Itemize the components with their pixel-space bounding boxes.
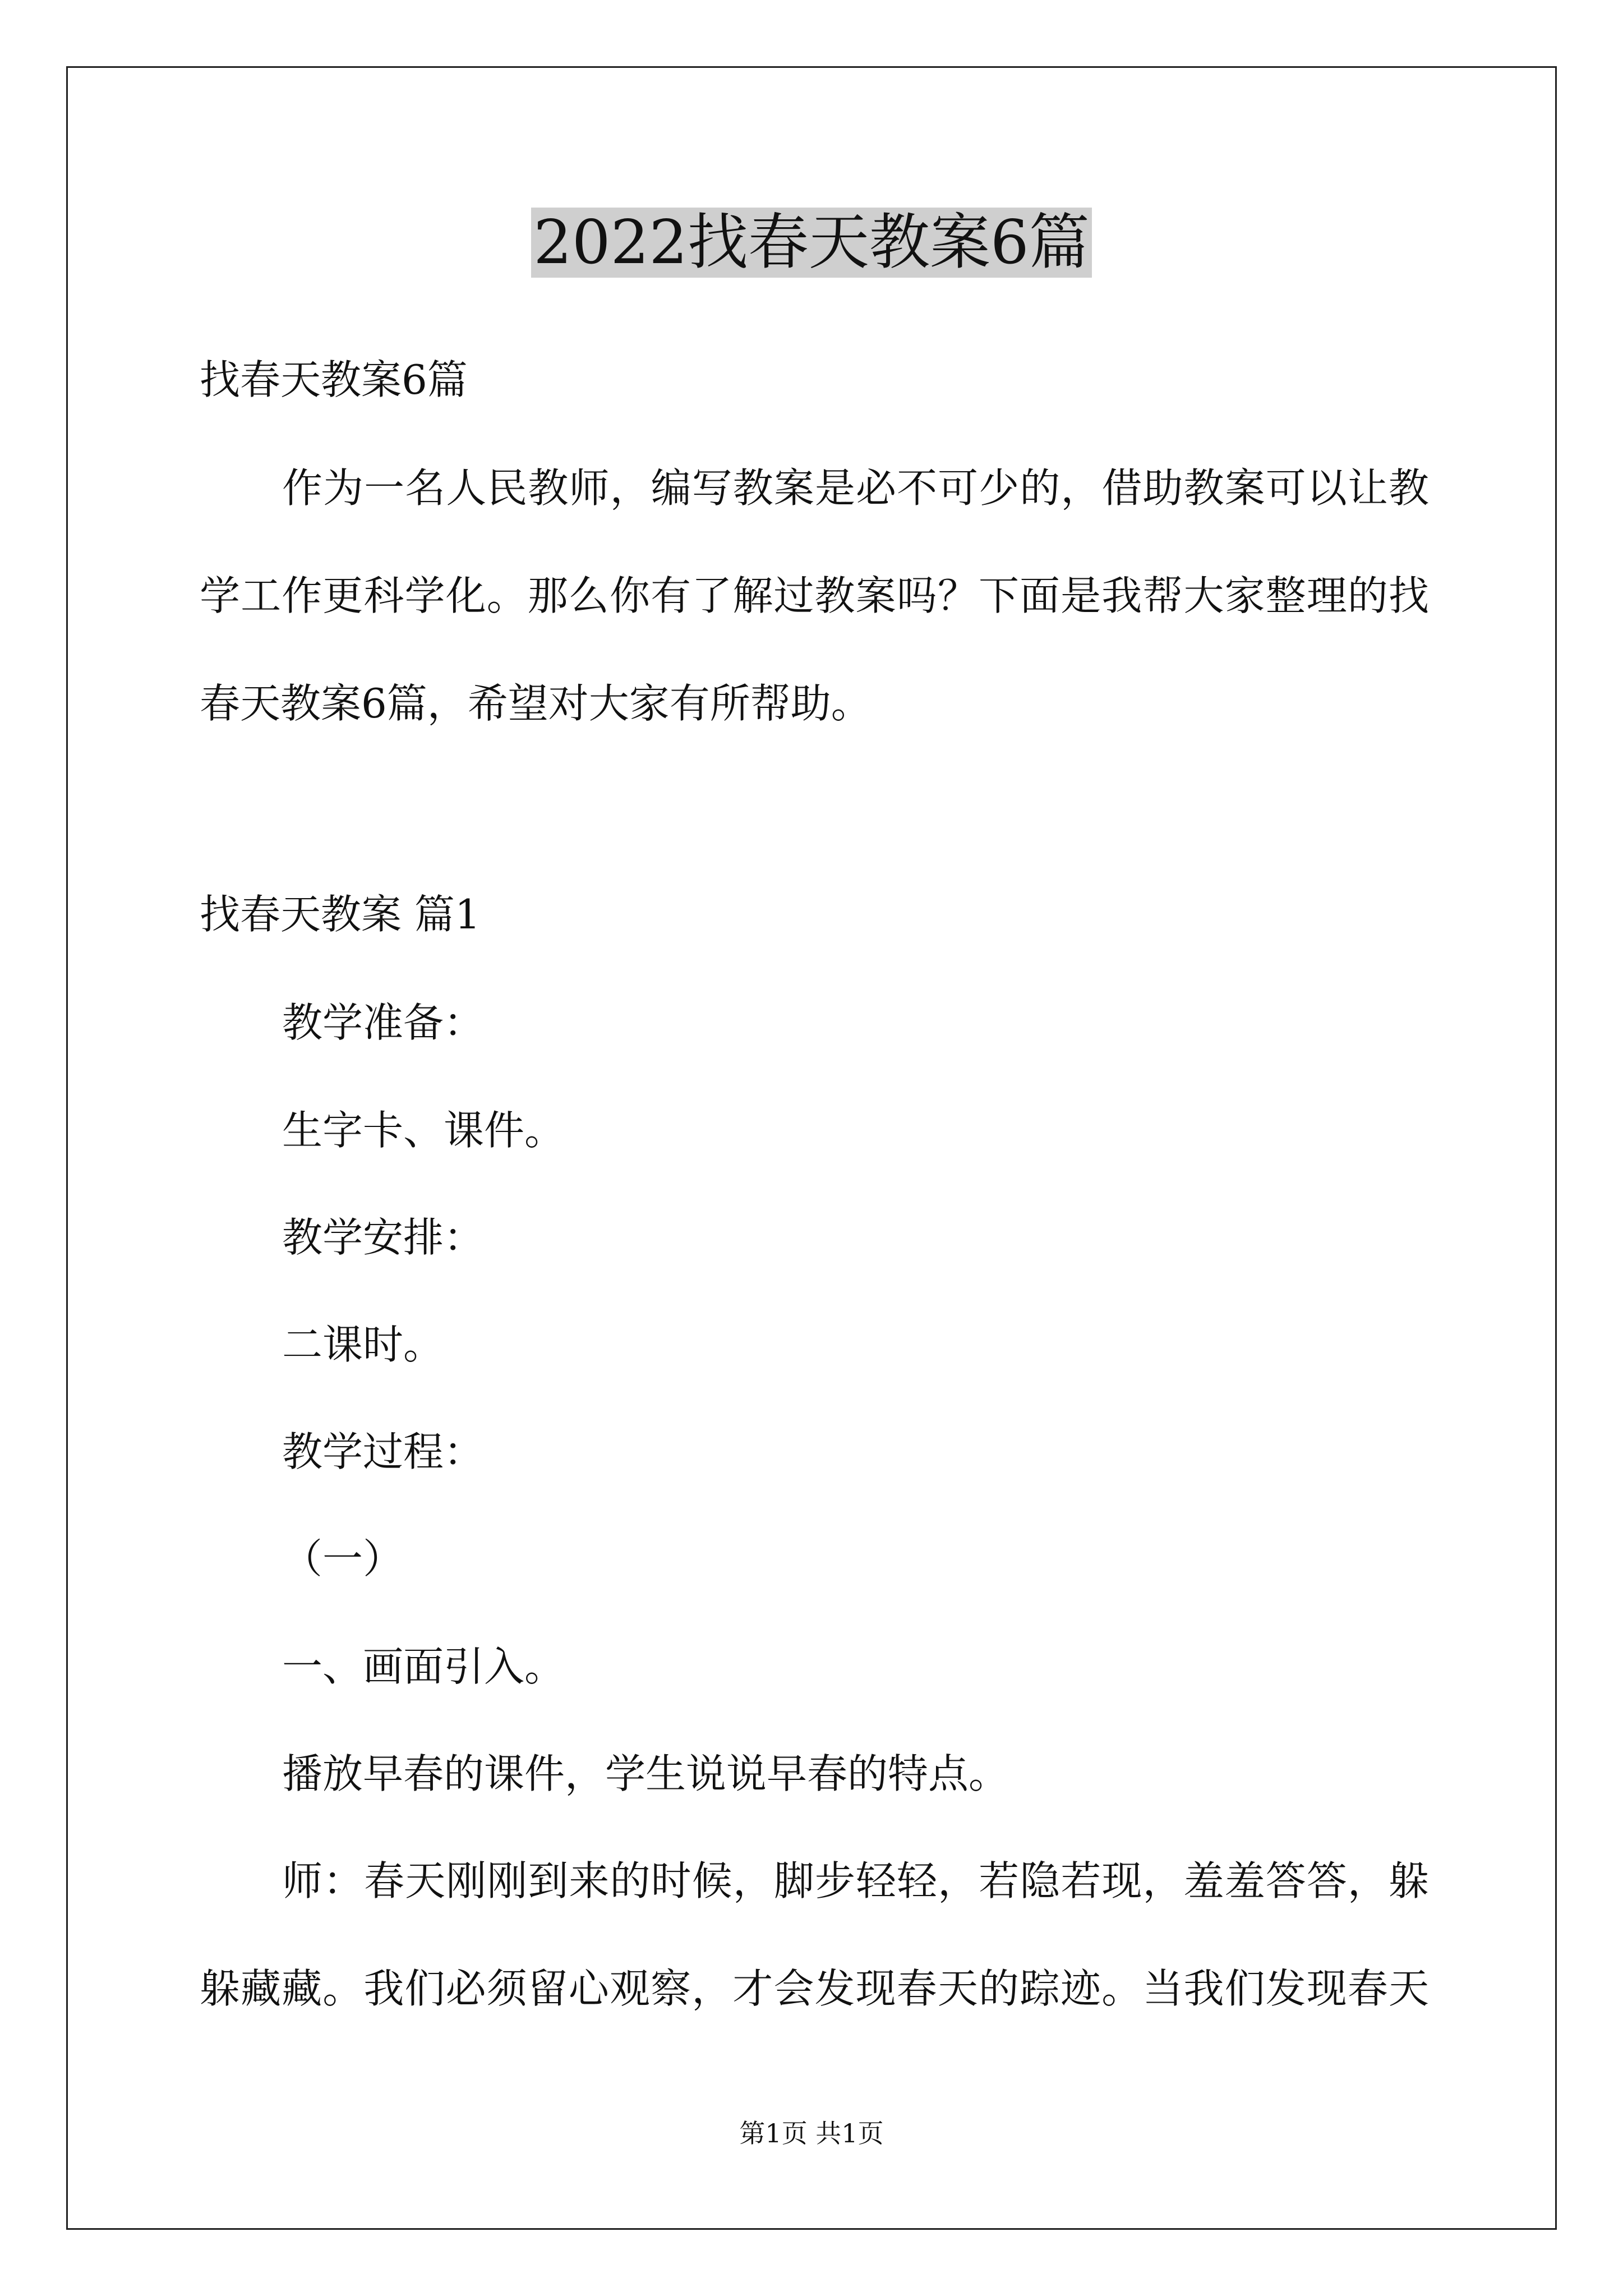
teacher-line-1: 师：春天刚刚到来的时候，脚步轻轻，若隐若现，羞羞答答，躲 — [282, 1857, 1429, 1904]
intro-line-2: 学工作更科学化。那么你有了解过教案吗？下面是我帮大家整理的找 — [200, 572, 1429, 619]
item-teaching-process: 教学过程： — [282, 1428, 485, 1475]
item-teaching-schedule: 教学安排： — [282, 1214, 485, 1261]
item-part-one: （一） — [282, 1535, 404, 1582]
page-footer: 第1页 共1页 — [739, 2118, 884, 2148]
document-title — [0, 208, 1623, 278]
title-text: 2022找春天教案6篇 — [531, 208, 1092, 278]
subtitle: 找春天教案6篇 — [200, 356, 468, 403]
section-heading: 找春天教案 篇1 — [200, 891, 481, 938]
item-scene-intro: 一、画面引入。 — [282, 1643, 565, 1690]
item-materials: 生字卡、课件。 — [282, 1107, 565, 1154]
teacher-line-2: 躲藏藏。我们必须留心观察，才会发现春天的踪迹。当我们发现春天 — [200, 1965, 1429, 2012]
intro-line-3: 春天教案6篇，希望对大家有所帮助。 — [200, 680, 872, 727]
item-class-hours: 二课时。 — [282, 1321, 444, 1368]
item-teaching-prep: 教学准备： — [282, 999, 485, 1046]
item-play-courseware: 播放早春的课件，学生说说早春的特点。 — [282, 1750, 1009, 1797]
intro-line-1: 作为一名人民教师，编写教案是必不可少的，借助教案可以让教 — [282, 464, 1429, 512]
